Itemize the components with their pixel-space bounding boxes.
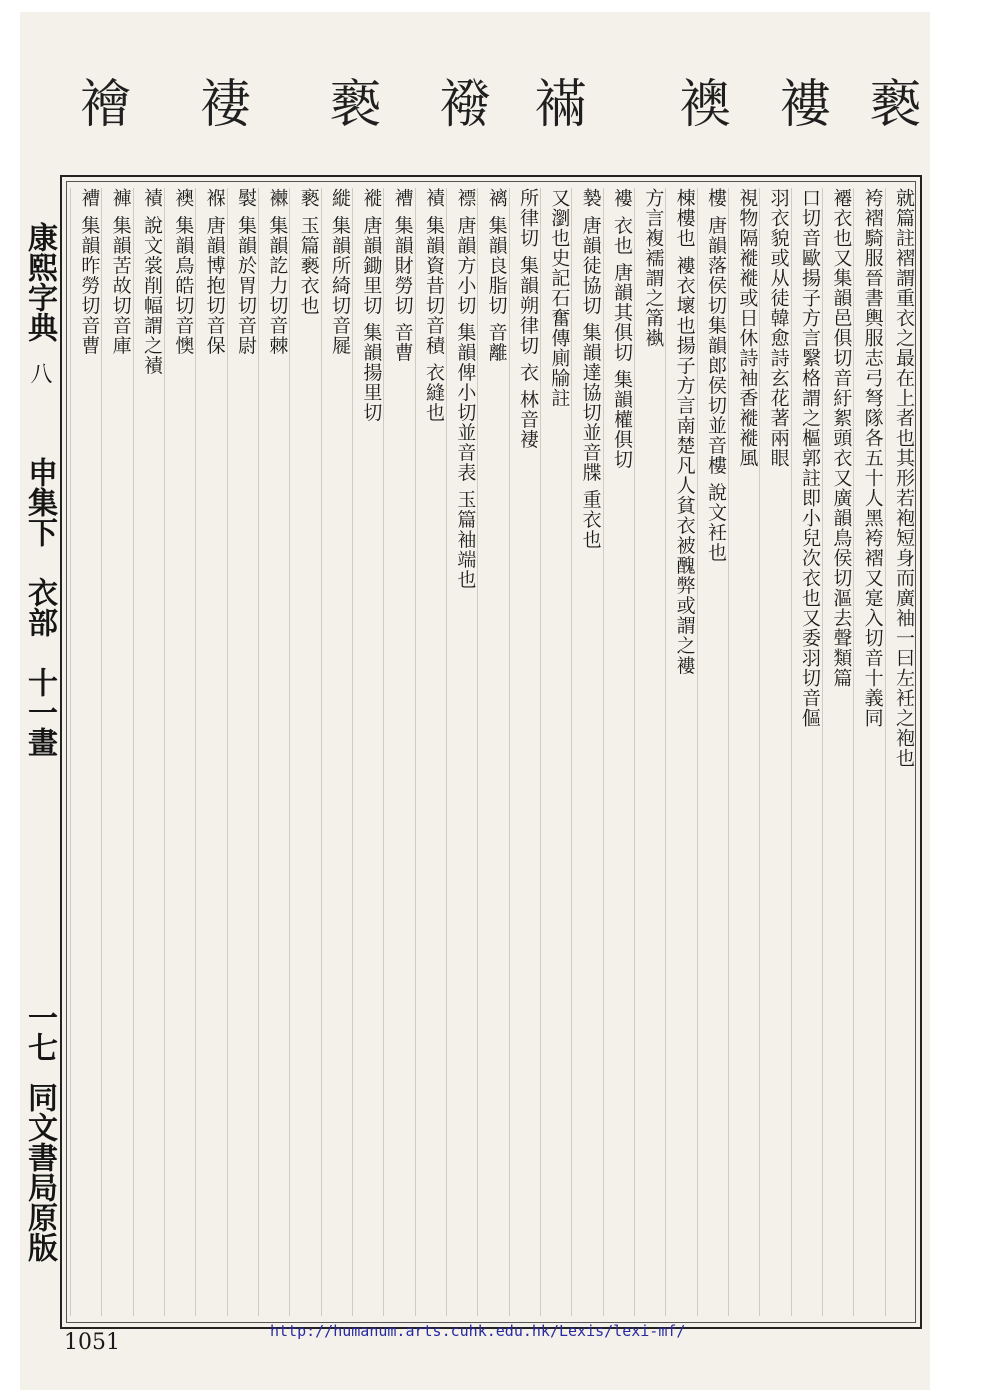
text-column: 羽衣貌或从徒韓愈詩玄花著兩眼 bbox=[759, 188, 789, 1316]
stroke-count: 十一畫 bbox=[22, 667, 57, 757]
seal-character: 襖 bbox=[670, 76, 730, 128]
margin-page-number: 一七 bbox=[22, 1002, 57, 1062]
seal-character: 褸 bbox=[770, 76, 830, 128]
dictionary-page bbox=[20, 12, 930, 1390]
text-column: 襋 集韻訖力切音棘 bbox=[258, 188, 288, 1316]
text-column: 襀 說文裳削幅謂之襀 bbox=[133, 188, 163, 1316]
section-name: 申集下 bbox=[22, 457, 57, 547]
text-column: 所律切 集韻朔律切 衣 林音褄 bbox=[509, 188, 539, 1316]
text-frame bbox=[60, 175, 922, 1329]
text-column: 就篇註褶謂重衣之最在上者也其形若袍短身而廣袖一曰左衽之袍也 bbox=[885, 188, 915, 1316]
text-column: 褸 衣也 唐韻其俱切 集韻權俱切 bbox=[603, 188, 633, 1316]
text-column: 褲 集韻苦故切音庫 bbox=[101, 188, 131, 1316]
volume-number: 八 bbox=[27, 362, 52, 384]
text-column: 又瀏也史記石奮傳廁牏註 bbox=[540, 188, 570, 1316]
seal-character: 褻 bbox=[860, 76, 920, 128]
publisher-note: 同文書局原版 bbox=[22, 1082, 57, 1262]
text-column: 褻 玉篇褻衣也 bbox=[289, 188, 319, 1316]
text-column: 襖 集韻鳥皓切音懊 bbox=[164, 188, 194, 1316]
text-column: 褿 集韻昨勞切音曹 bbox=[70, 188, 100, 1316]
seal-character: 襏 bbox=[430, 76, 490, 128]
column-area bbox=[66, 181, 916, 1323]
page-number: 1051 bbox=[64, 1330, 120, 1355]
text-column: 褾 唐韻方小切 集韻俾小切並音表 玉篇袖端也 bbox=[446, 188, 476, 1316]
text-column: 褓 唐韻博抱切音保 bbox=[195, 188, 225, 1316]
text-column: 視物隔褷褷或日休詩袖香褷褷風 bbox=[728, 188, 758, 1316]
text-column: 褺 唐韻徒協切 集韻達協切並音牒 重衣也 bbox=[571, 188, 601, 1316]
seal-character: 襘 bbox=[70, 76, 130, 128]
radical-name: 衣部 bbox=[22, 577, 57, 637]
text-column: 縰 集韻所綺切音屣 bbox=[321, 188, 351, 1316]
text-column: 樓 唐韻落侯切集韻郎侯切並音樓 說文衽也 bbox=[697, 188, 727, 1316]
seal-character: 褻 bbox=[320, 76, 380, 128]
text-column: 褵 集韻良脂切 音離 bbox=[477, 188, 507, 1316]
text-column: 褽 集韻於胃切音尉 bbox=[227, 188, 257, 1316]
scan-margin bbox=[930, 12, 1000, 1390]
source-url[interactable]: http://humanum.arts.cuhk.edu.hk/Lexis/lexi-mf/ bbox=[270, 1322, 686, 1340]
text-column: 褿 集韻財勞切 音曹 bbox=[383, 188, 413, 1316]
text-column: 襀 集韻資昔切音積 衣縫也 bbox=[415, 188, 445, 1316]
book-title: 康熙字典 bbox=[22, 222, 57, 342]
text-column: 棟樓也 褸衣壞也揚子方言南楚凡人貧衣被醜弊或謂之褸 bbox=[665, 188, 695, 1316]
text-column: 口切音歐揚子方言繄格謂之樞郭註即小兒次衣也又委羽切音傴 bbox=[791, 188, 821, 1316]
text-column: 褷 唐韻鋤里切 集韻揚里切 bbox=[352, 188, 382, 1316]
seal-script-band bbox=[60, 37, 920, 172]
seal-character: 褄 bbox=[190, 76, 250, 128]
text-column: 褼衣也又集韻邑俱切音紆絮頭衣又廣韻鳥侯切漚去聲類篇 bbox=[822, 188, 852, 1316]
seal-character: 襔 bbox=[525, 76, 585, 128]
text-column: 方言複襦謂之筩褹 bbox=[634, 188, 664, 1316]
text-column: 袴褶騎服晉書輿服志弓弩隊各五十人黑袴褶又寔入切音十義同 bbox=[853, 188, 883, 1316]
running-header bbox=[20, 222, 58, 1352]
